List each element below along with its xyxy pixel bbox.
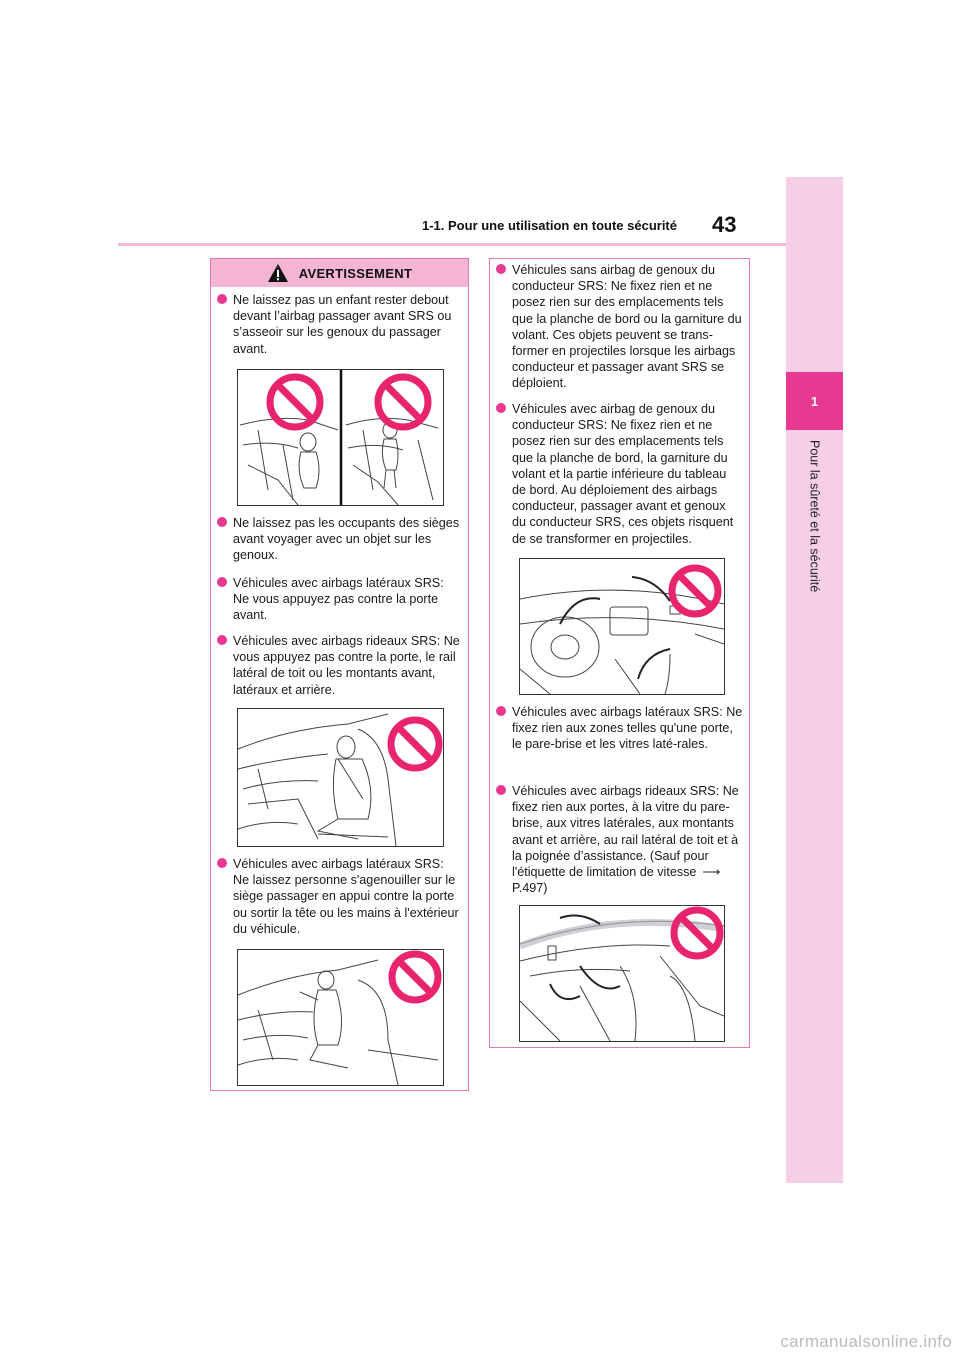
warning-item — [217, 575, 462, 624]
illustration-curtain-objects — [519, 905, 725, 1042]
prohibition-icon — [391, 720, 439, 768]
chapter-title: Pour la sûreté et la sécurité — [807, 440, 822, 593]
warning-item-text: Véhicules avec airbag de genoux du conducteur SRS: Ne fixez rien et ne posez rien sur des emplacements tels que la planche de bord, la garniture du volant et la partie inférieure du tableau de bord. Au déploiement des airbags conducteur, passager avant et genoux du conducteur SRS, ces objets risquent de se transformer en projectiles. — [512, 402, 734, 546]
warning-item-text: Ne laissez pas les occupants des sièges avant voyager avec un objet sur les genoux. — [233, 516, 460, 563]
warning-item-text: Ne laissez pas un enfant rester debout devant l’airbag passager avant SRS ou s’asseoir sur les genoux du passager avant. — [233, 293, 452, 356]
chapter-number: 1 — [810, 393, 819, 409]
warning-item — [217, 515, 462, 564]
page-number: 43 — [712, 212, 737, 237]
warning-item-body: Véhicules avec airbags rideaux SRS: Ne fixez rien aux portes, à la vitre du pare-brise, aux vitres latérales, aux montants avant et arrière, au rail latéral de toit et à la poignée d’assistance. (Sauf pour l'étiquette de limitation de vitesse — [512, 784, 739, 880]
warning-item-text: Véhicules avec airbags latéraux SRS: Ne laissez personne s'agenouiller sur le siège passager en appui contre la porte ou sortir la tête ou les mains à l'extérieur du véhicule. — [233, 857, 459, 936]
warning-item — [496, 704, 743, 753]
prohibition-icon — [392, 954, 438, 1000]
prohibition-icon — [672, 568, 718, 614]
warning-item — [217, 856, 462, 937]
chapter-title-tab — [786, 440, 843, 620]
bullet-icon — [217, 577, 227, 587]
warning-item — [496, 262, 743, 392]
prohibition-icon — [270, 377, 320, 427]
watermark: carmanualsonline.info — [780, 1332, 952, 1351]
warning-item — [217, 292, 462, 357]
warning-item-text: Véhicules avec airbags latéraux SRS: Ne fixez rien aux zones telles qu'une porte, le pare-brise et les vitres laté-rales. — [512, 705, 743, 752]
bullet-icon — [496, 264, 506, 274]
warning-item-text: Véhicules avec airbags latéraux SRS: Ne vous appuyez pas contre la porte avant. — [233, 576, 444, 623]
bullet-icon — [496, 403, 506, 413]
illustration-kneeling-seat — [237, 949, 444, 1086]
bullet-icon — [217, 294, 227, 304]
warning-triangle-icon — [267, 263, 289, 283]
warning-item-text — [512, 783, 743, 896]
right-warning-box — [489, 258, 750, 1048]
warning-item — [217, 633, 462, 698]
illustration-child-front-seat — [237, 369, 444, 506]
warning-item-text: Véhicules avec airbags rideaux SRS: Ne vous appuyez pas contre la porte, le rail latéral de toit ou les montants avant, latéraux et arrière. — [233, 634, 460, 697]
chapter-tab-bar — [786, 177, 843, 1183]
warning-box — [210, 258, 469, 1091]
warning-item — [496, 401, 743, 547]
illustration-leaning-door — [237, 708, 444, 847]
bullet-icon — [217, 635, 227, 645]
chapter-number-tab[interactable] — [786, 372, 843, 430]
bullet-icon — [496, 706, 506, 716]
illustration-dashboard-objects — [519, 558, 725, 695]
page-reference[interactable]: P.497) — [512, 881, 548, 896]
bullet-icon — [496, 785, 506, 795]
bullet-icon — [217, 517, 227, 527]
arrow-right-icon: ⟶ — [702, 865, 721, 880]
section-title: 1-1. Pour une utilisation en toute sécurité — [422, 218, 677, 233]
prohibition-icon — [674, 910, 720, 956]
header-rule — [118, 243, 786, 246]
bullet-icon — [217, 858, 227, 868]
warning-title: AVERTISSEMENT — [298, 265, 413, 281]
warning-item — [496, 783, 743, 896]
warning-item-text: Véhicules sans airbag de genoux du conducteur SRS: Ne fixez rien et ne posez rien sur des emplacements tels que la planche de bord ou la garniture du volant. Ces objets peuvent se trans-former en projectiles lorsque les airbags conducteur et passager avant SRS se déploient. — [512, 263, 742, 391]
warning-header — [211, 259, 468, 287]
